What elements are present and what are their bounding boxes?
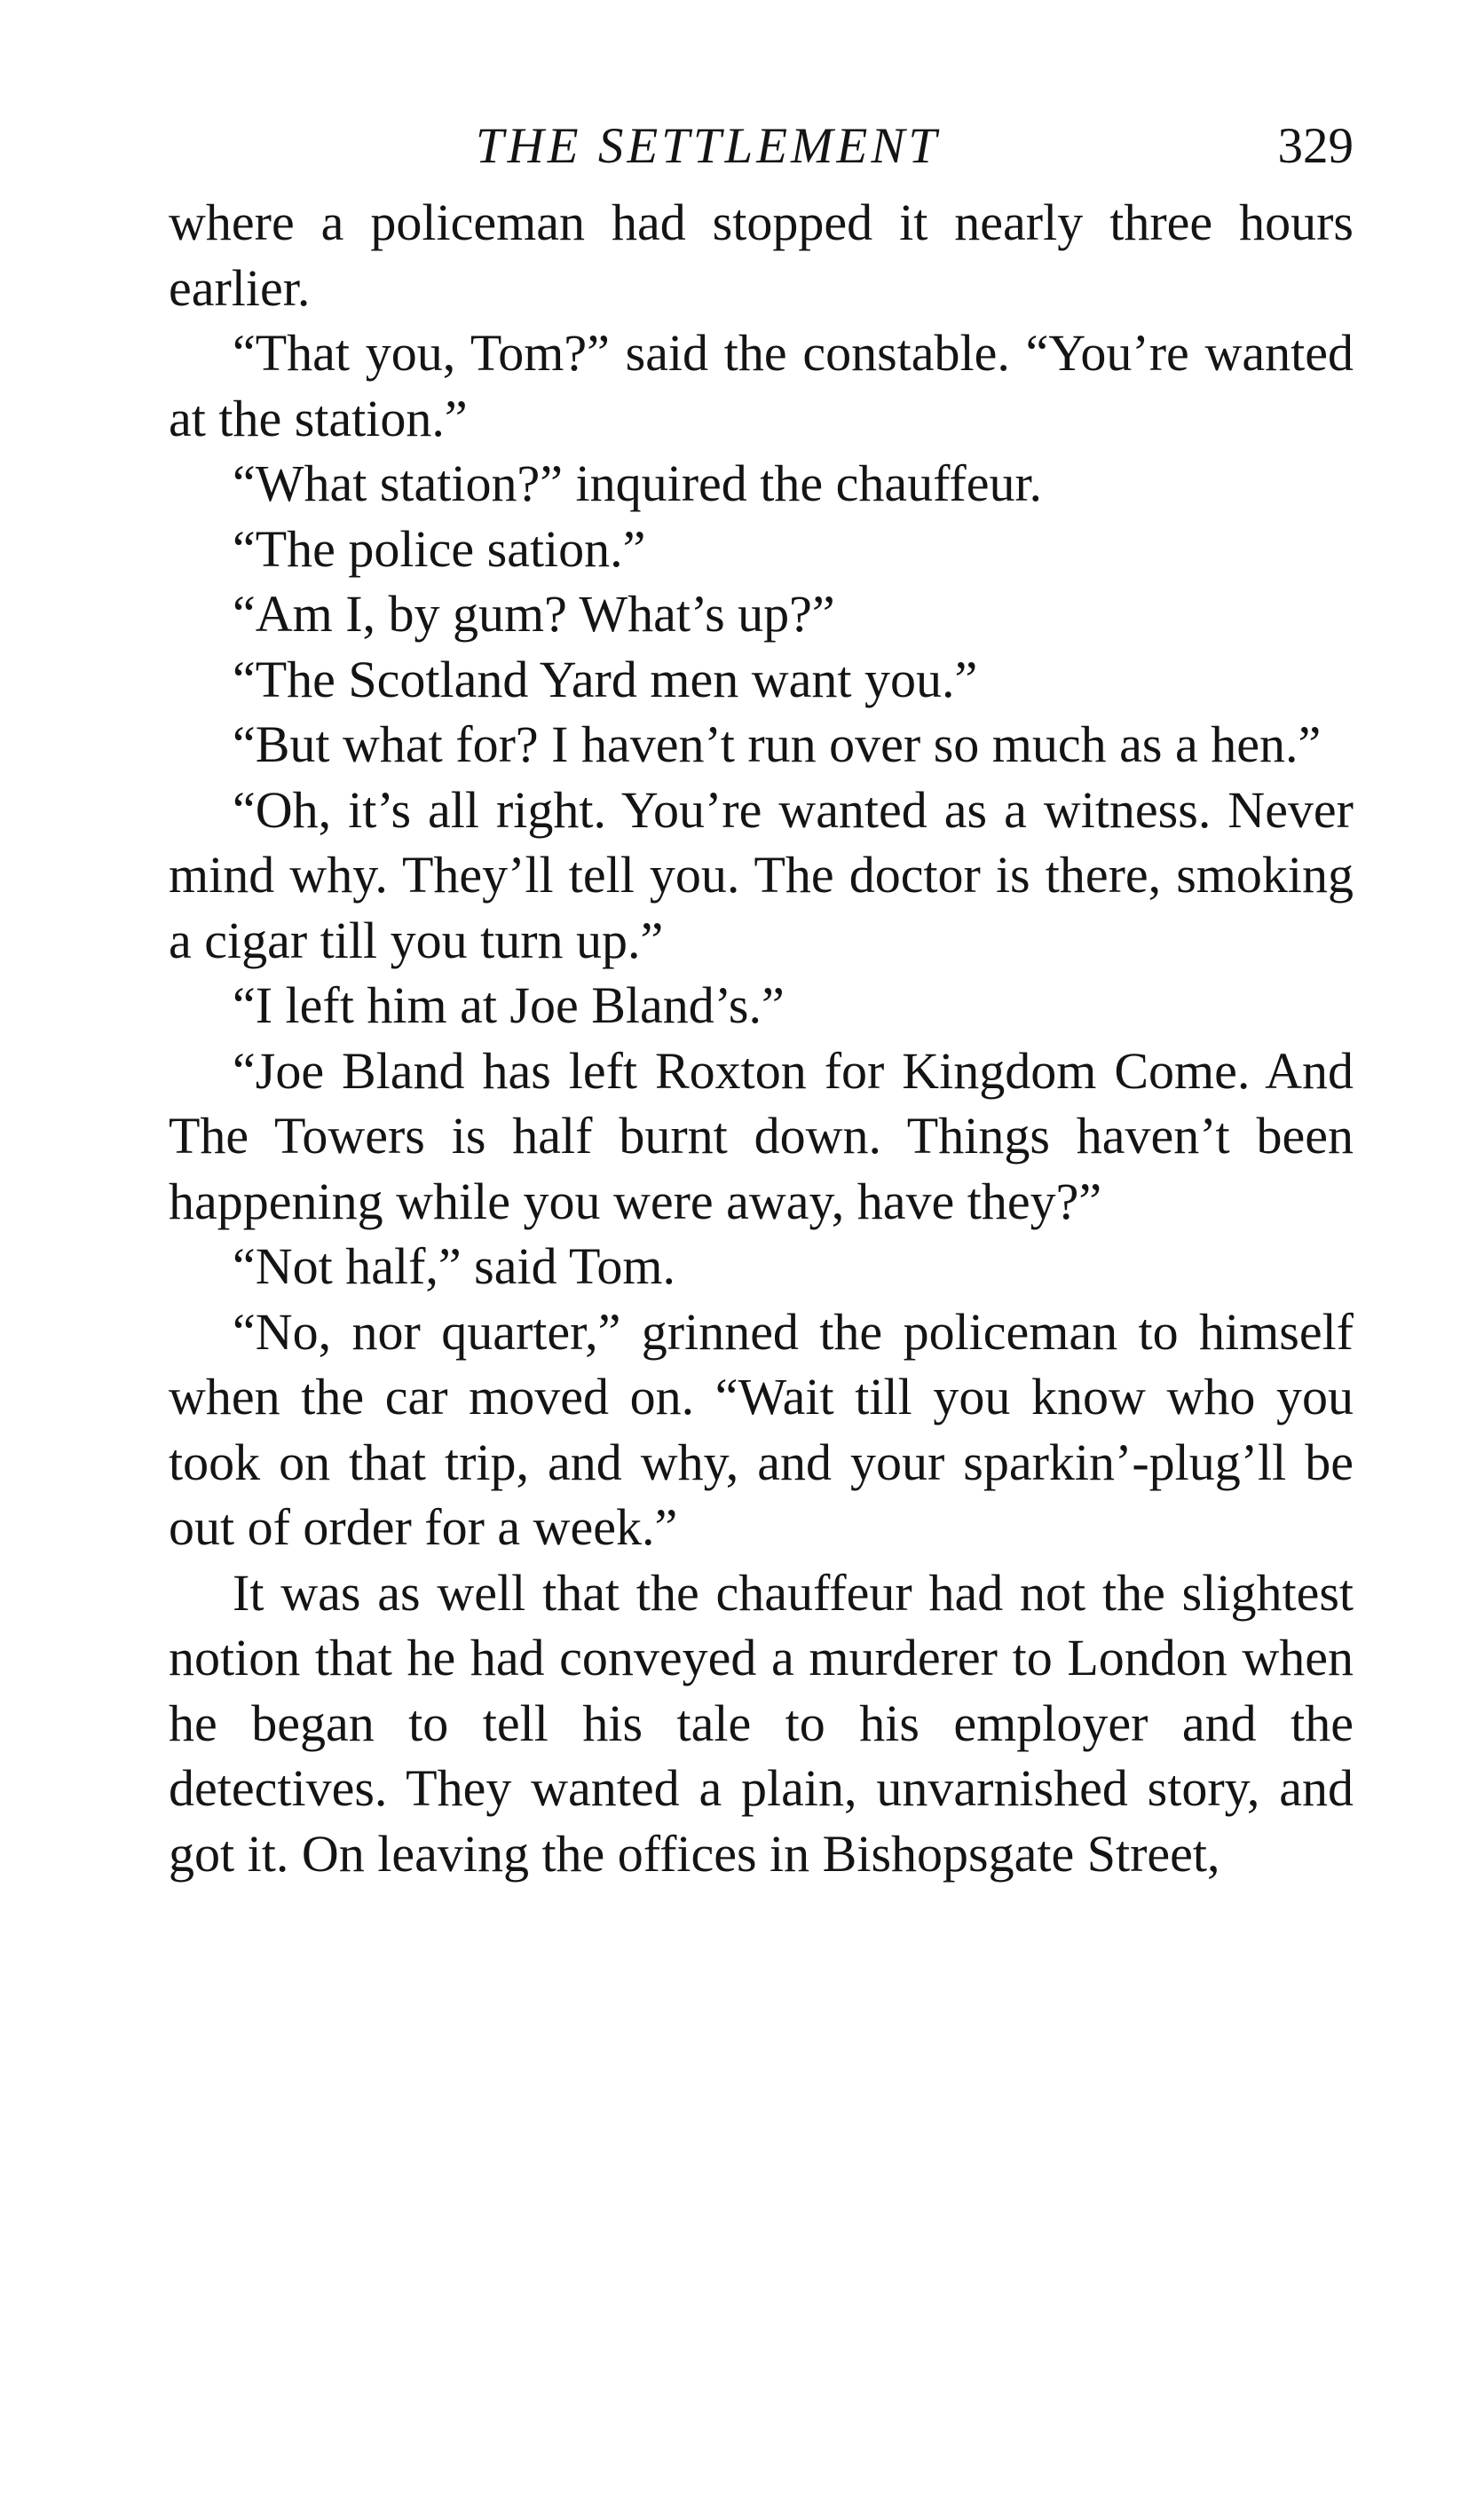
paragraph: “Not half,” said Tom. xyxy=(233,1237,676,1295)
paragraph: “Am I, by gum? What’s up?” xyxy=(233,585,835,643)
paragraph: “Oh, it’s all right. You’re wanted as a witness. Never mind why. They’ll tell you. The doctor is there, smoking a cigar till you turn up.” xyxy=(169,780,1354,969)
running-head: THE SETTLEMENT xyxy=(475,118,941,174)
body-text xyxy=(169,190,1354,1886)
paragraph: “The police sation.” xyxy=(233,519,646,578)
paragraph: “But what for? I haven’t run over so much as a hen.” xyxy=(233,715,1322,773)
paragraph: “That you, Tom?” said the constable. “You’re wanted at the station.” xyxy=(169,324,1354,447)
page-header xyxy=(169,107,1354,186)
paragraph: “The Scotland Yard men want you.” xyxy=(233,650,978,708)
paragraph: “Joe Bland has left Roxton for Kingdom Come. And The Towers is half burnt down. Things haven’t been happening while you were away, have they?” xyxy=(169,1041,1354,1230)
paragraph: “No, nor quarter,” grinned the policeman to himself when the car moved on. “Wait till you know who you took on that trip, and why, and your sparkin’-plug’ll be out of order for a week.” xyxy=(169,1302,1354,1556)
paragraph: where a policeman had stopped it nearly three hours earlier. xyxy=(169,193,1354,317)
paragraph: “I left him at Joe Bland’s.” xyxy=(233,976,785,1034)
book-page xyxy=(169,107,1354,1886)
paragraph: It was as well that the chauffeur had not the slightest notion that he had conveyed a murderer to London when he began to tell his tale to his employer and the detectives. They wanted a plain, unvarnished story, and got it. On leaving the offices in Bishopsgate Street, xyxy=(169,1563,1354,1883)
page-number: 329 xyxy=(1277,118,1354,174)
paragraph: “What station?” inquired the chauffeur. xyxy=(233,454,1043,512)
